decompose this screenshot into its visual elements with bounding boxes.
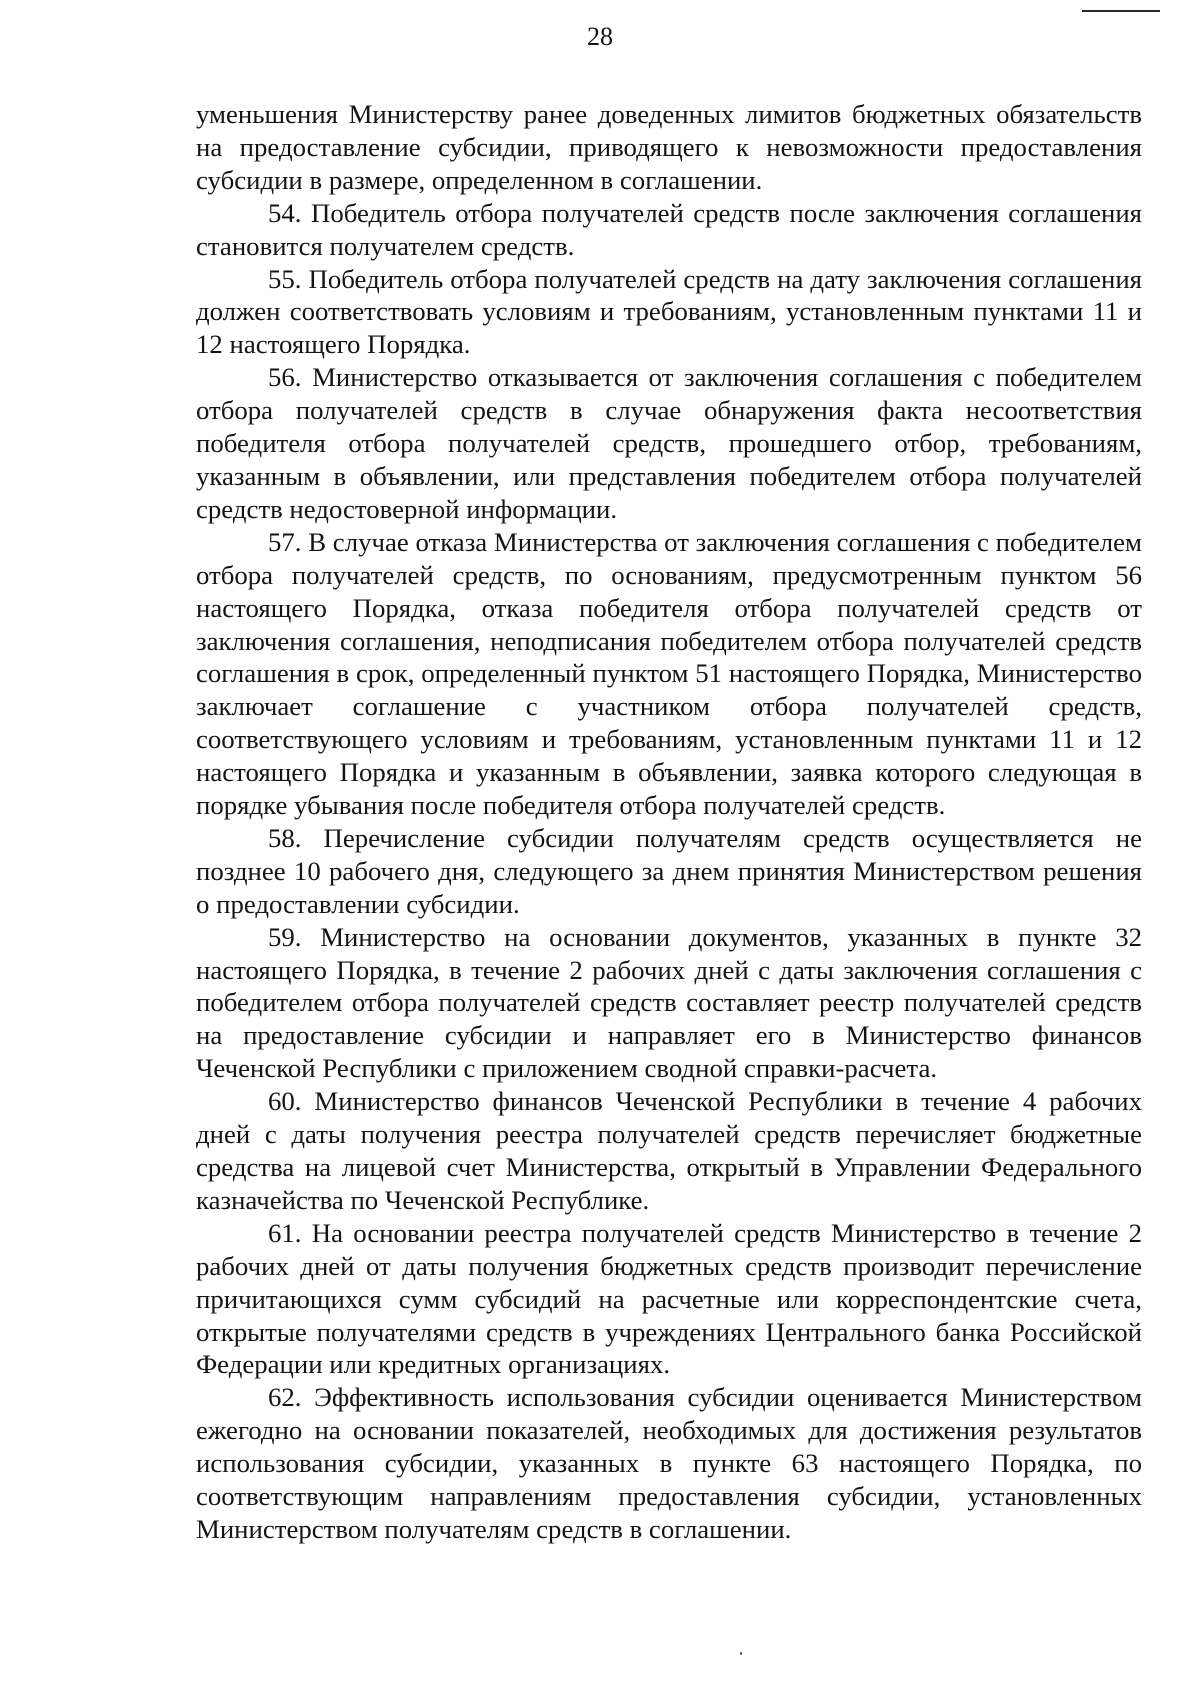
paragraph-58: 58. Перечисление субсидии получателям средств осуществляется не позднее 10 рабочего дня, следующего за днем принятия Министерством решения о предоставлении субсидии. <box>196 822 1142 919</box>
page-number: 28 <box>587 22 613 51</box>
corner-rule <box>1082 10 1160 12</box>
document-body <box>196 98 1142 1546</box>
paragraph-54: 54. Победитель отбора получателей средств после заключения соглашения становится получателем средств. <box>196 197 1142 261</box>
paragraph-60: 60. Министерство финансов Чеченской Республики в течение 4 рабочих дней с даты получения реестра получателей средств перечисляет бюджетные средства на лицевой счет Министерства, открытый в Управлении Федерального казначейства по Чеченской Республике. <box>196 1086 1142 1215</box>
paragraph-55: 55. Победитель отбора получателей средств на дату заключения соглашения должен соответствовать условиям и требованиям, установленным пунктами 11 и 12 настоящего Порядка. <box>196 263 1142 360</box>
paragraph-59: 59. Министерство на основании документов, указанных в пункте 32 настоящего Порядка, в течение 2 рабочих дней с даты заключения соглашения с победителем отбора получателей средств составляет реестр получателей средств на предоставление субсидии и направляет его в Министерство финансов Чеченской Республики с приложением сводной справки-расчета. <box>196 921 1142 1084</box>
paragraph-57: 57. В случае отказа Министерства от заключения соглашения с победителем отбора получателей средств, по основаниям, предусмотренным пунктом 56 настоящего Порядка, отказа победителя отбора получателей средств от заключения соглашения, неподписания победителем отбора получателей средств соглашения в срок, определенный пунктом 51 настоящего Порядка, Министерство заключает соглашение с участником отбора получателей средств, соответствующего условиям и требованиям, установленным пунктами 11 и 12 настоящего Порядка и указанным в объявлении, заявка которого следующая в порядке убывания после победителя отбора получателей средств. <box>196 526 1142 821</box>
paragraph-62: 62. Эффективность использования субсидии оценивается Министерством ежегодно на основании показателей, необходимых для достижения результатов использования субсидии, указанных в пункте 63 настоящего Порядка, по соответствующим направлениям предоставления субсидии, установленных Министерством получателям средств в соглашении. <box>196 1382 1142 1544</box>
paragraph-56: 56. Министерство отказывается от заключения соглашения с победителем отбора получателей средств в случае обнаружения факта несоответствия победителя отбора получателей средств, прошедшего отбор, требованиям, указанным в объявлении, или представления победителем отбора получателей средств недостоверной информации. <box>196 362 1142 524</box>
scan-speck <box>740 1652 742 1655</box>
paragraph-61: 61. На основании реестра получателей средств Министерство в течение 2 рабочих дней от даты получения бюджетных средств производит перечисление причитающихся сумм субсидий на расчетные или корреспондентские счета, открытые получателями средств в учреждениях Центрального банка Российской Федерации или кредитных организациях. <box>196 1217 1142 1380</box>
paragraph-continuation: уменьшения Министерству ранее доведенных лимитов бюджетных обязательств на предоставление субсидии, приводящего к невозможности предоставления субсидии в размере, определенном в соглашении. <box>196 99 1142 195</box>
